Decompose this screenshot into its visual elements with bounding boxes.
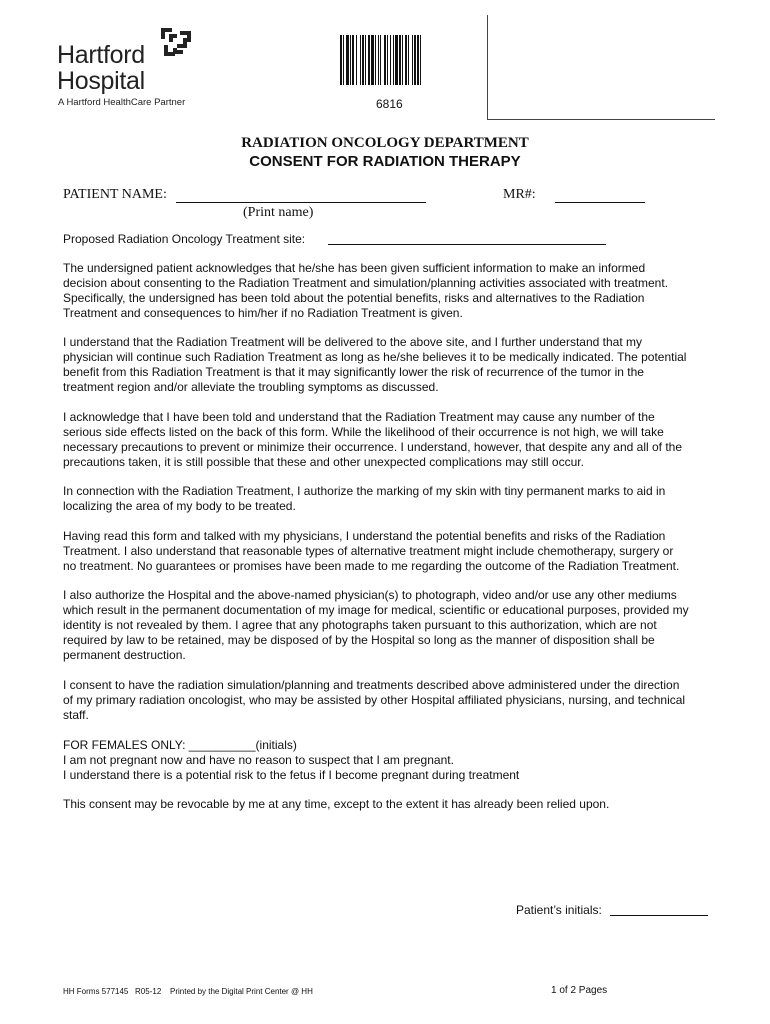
treatment-site-field[interactable] <box>328 244 606 245</box>
patient-initials-label: Patient’s initials: <box>516 903 602 917</box>
barcode-number: 6816 <box>376 97 403 111</box>
mr-number-label: MR#: <box>503 187 536 202</box>
footer-page-count: 1 of 2 Pages <box>551 985 608 996</box>
patient-initials-field[interactable] <box>610 915 708 916</box>
mr-number-field[interactable] <box>555 202 645 203</box>
label-box-horizontal-line <box>487 119 715 120</box>
footer-printed-by: Printed by the Digital Print Center @ HH <box>170 987 313 996</box>
paragraph-photography: I also authorize the Hospital and the above-named physician(s) to photograph, video and/or use any other mediums which result in the permanent documentation of my image for medical, scientific or educational purposes, provided my identity is not revealed by them. I agree that any photographs taken pursuant to this authorization, which are not required by law to be retained, may be disposed of by the Hospital so long as the manner of disposition shall be permanent destruction. <box>63 588 689 662</box>
patient-name-field[interactable] <box>176 202 426 203</box>
department-title: RADIATION ONCOLOGY DEPARTMENT <box>241 135 529 151</box>
logo-line-2: Hospital <box>57 67 145 95</box>
paragraph-treatment-delivery: I understand that the Radiation Treatment will be delivered to the above site, and I further understand that my physician will continue such Radiation Treatment as long as he/she believes it to be medically indicated. The potential benefit from this Radiation Treatment is that it may significantly lower the risk of recurrence of the tumor in the treatment region and/or alleviate the troubling symptoms as discussed. <box>63 335 687 394</box>
paragraph-side-effects: I acknowledge that I have been told and understand that the Radiation Treatment may cause any number of the serious side effects listed on the back of this form. While the likelihood of their occurrence is not high, we will take necessary precautions to prevent or minimize their occurrence. I understand, however, that despite any and all of the precautions taken, it is still possible that these and other unexpected complications may still occur. <box>63 410 683 469</box>
form-title: CONSENT FOR RADIATION THERAPY <box>249 153 521 170</box>
logo-tagline: A Hartford HealthCare Partner <box>58 97 186 108</box>
footer-form-id: HH Forms 577145 R05-12 <box>63 987 162 996</box>
paragraph-skin-marking: In connection with the Radiation Treatment, I authorize the marking of my skin with tiny permanent marks to aid in localizing the area of my body to be treated. <box>63 484 666 513</box>
paragraph-acknowledgement: The undersigned patient acknowledges that he/she has been given sufficient information to make an informed decision about consenting to the Radiation Treatment and simulation/planning activities associated with treatment. Specifically, the undersigned has been told about the potential benefits, risks and alternatives to the Radiation Treatment and consequences to him/her if no Radiation Treatment is given. <box>63 261 669 320</box>
paragraph-consent: I consent to have the radiation simulation/planning and treatments described above administered under the direction of my primary radiation oncologist, who may be assisted by other Hospital affiliated physicians, nursing, and technical staff. <box>63 678 686 722</box>
barcode-icon <box>340 35 446 85</box>
paragraph-benefits-risks: Having read this form and talked with my physicians, I understand the potential benefits and risks of the Radiation Treatment. I also understand that reasonable types of alternative treatment might include chemotherapy, surgery or no treatment. No guarantees or promises have been made to me regarding the outcome of the Radiation Treatment. <box>63 529 680 573</box>
paragraph-revocable: This consent may be revocable by me at any time, except to the extent it has already been relied upon. <box>63 797 610 811</box>
patient-name-label: PATIENT NAME: <box>63 187 167 202</box>
logo-line-1: Hartford <box>57 41 145 69</box>
hartford-logo-mark-icon <box>161 28 191 60</box>
label-box-vertical-line <box>487 15 488 120</box>
hartford-hospital-logo <box>57 28 207 108</box>
treatment-site-label: Proposed Radiation Oncology Treatment site: <box>63 232 306 246</box>
print-name-note: (Print name) <box>243 205 314 220</box>
paragraph-females-only: FOR FEMALES ONLY: __________(initials) I am not pregnant now and have no reason to suspect that I am pregnant. I understand there is a potential risk to the fetus if I become pregnant during treatment <box>63 738 520 782</box>
